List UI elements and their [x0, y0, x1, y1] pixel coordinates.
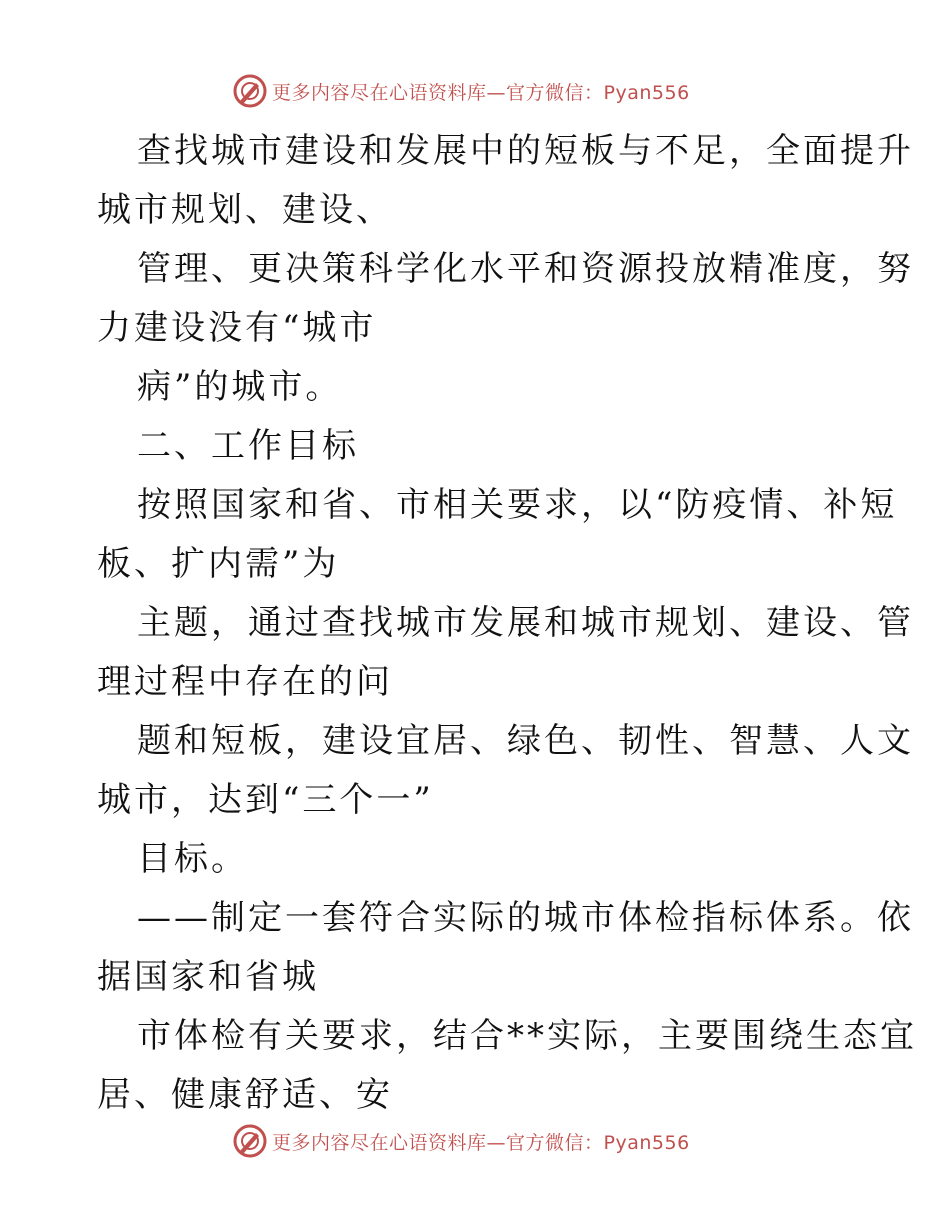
text-line: 据国家和省城 — [97, 957, 319, 997]
text-line: 城市，达到“三个一” — [97, 780, 434, 820]
text-line: 病”的城市。 — [137, 367, 343, 407]
text-line: 查找城市建设和发展中的短板与不足，全面提升 — [137, 131, 914, 171]
watermark-header — [232, 71, 690, 111]
text-line: ——制定一套符合实际的城市体检指标体系。依 — [137, 898, 914, 938]
logo-icon — [232, 73, 268, 109]
text-line: 居、健康舒适、安 — [97, 1075, 393, 1115]
text-line: 市体检有关要求，结合**实际，主要围绕生态宜 — [137, 1016, 917, 1056]
watermark-text: 更多内容尽在心语资料库—官方微信：Pyan556 — [272, 81, 690, 104]
document-body — [97, 122, 917, 1125]
text-line: 目标。 — [137, 839, 248, 879]
text-line: 管理、更决策科学化水平和资源投放精准度，努 — [137, 249, 914, 289]
text-line: 力建设没有“城市 — [97, 308, 377, 348]
text-line: 按照国家和省、市相关要求，以“防疫情、补短 — [137, 485, 898, 525]
watermark-footer — [232, 1121, 690, 1161]
text-line: 城市规划、建设、 — [97, 190, 393, 230]
text-line: 理过程中存在的问 — [97, 662, 393, 702]
text-line: 二、工作目标 — [137, 426, 359, 466]
text-line: 板、扩内需”为 — [97, 544, 340, 584]
watermark-text: 更多内容尽在心语资料库—官方微信：Pyan556 — [272, 1131, 690, 1154]
logo-icon — [232, 1123, 268, 1159]
text-line: 主题，通过查找城市发展和城市规划、建设、管 — [137, 603, 914, 643]
text-line: 题和短板，建设宜居、绿色、韧性、智慧、人文 — [137, 721, 914, 761]
